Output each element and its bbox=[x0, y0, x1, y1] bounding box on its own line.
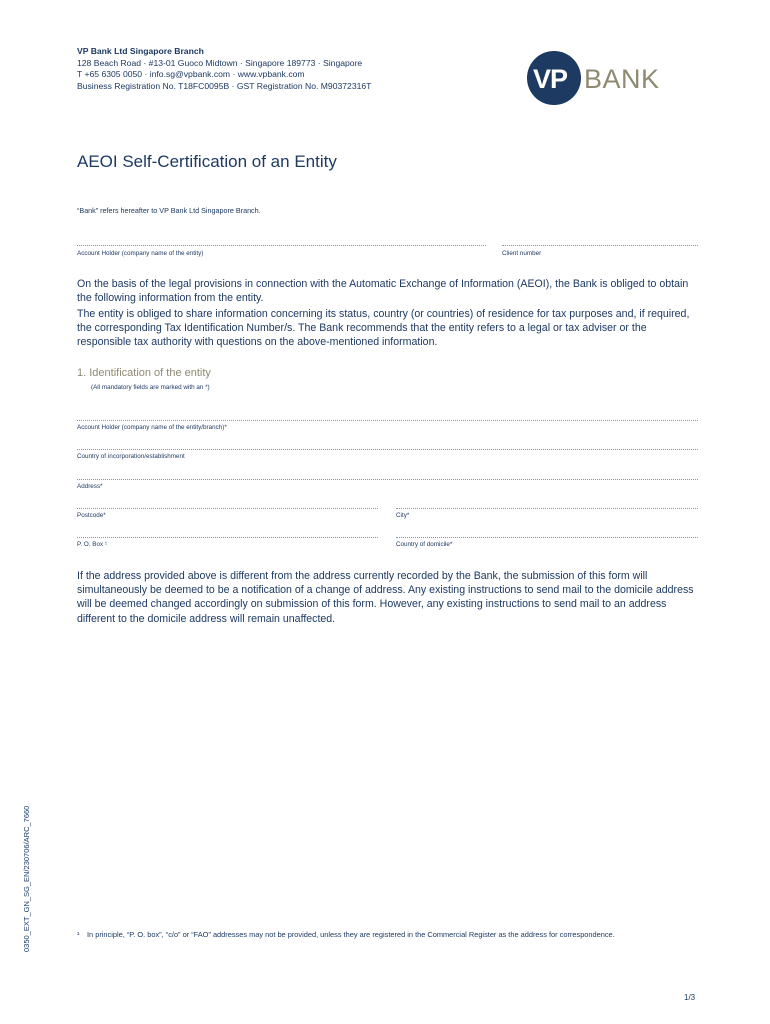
intro-paragraph-1: On the basis of the legal provisions in connection with the Automatic Exchange of Information (AEOI), the Bank is obliged to obtain the following information from the entity. bbox=[77, 278, 689, 305]
bank-definition-note: “Bank” refers hereafter to VP Bank Ltd Singapore Branch. bbox=[77, 206, 261, 215]
postcode-label: Postcode* bbox=[77, 512, 106, 519]
bank-header bbox=[77, 46, 371, 92]
vp-bank-logo bbox=[527, 51, 699, 105]
page-title: AEOI Self-Certification of an Entity bbox=[77, 152, 337, 171]
address-label: Address* bbox=[77, 483, 103, 490]
entity-account-holder-label: Account Holder (company name of the entity/branch)* bbox=[77, 424, 227, 431]
section-1-title: 1. Identification of the entity bbox=[77, 367, 211, 379]
company-registration: Business Registration No. T18FC0095B · GST Registration No. M90372316T bbox=[77, 80, 372, 91]
address-line[interactable] bbox=[77, 479, 698, 480]
company-contact: T +65 6305 0050 · info.sg@vpbank.com · www.vpbank.com bbox=[77, 69, 305, 79]
country-domicile-line[interactable] bbox=[396, 537, 698, 538]
country-incorporation-label: Country of incorporation/establishment bbox=[77, 453, 185, 460]
postcode-line[interactable] bbox=[77, 508, 378, 509]
country-domicile-label: Country of domicile* bbox=[396, 541, 453, 548]
footnote bbox=[77, 930, 699, 941]
company-address: 128 Beach Road · #13-01 Guoco Midtown · Singapore 189773 · Singapore bbox=[77, 57, 363, 68]
form-code-vertical: 0350_EXT_GN_SG_EN/230706/ARC_7660 bbox=[22, 805, 31, 952]
city-line[interactable] bbox=[396, 508, 698, 509]
account-holder-line[interactable] bbox=[77, 245, 486, 246]
country-incorporation-line[interactable] bbox=[77, 449, 698, 450]
po-box-line[interactable] bbox=[77, 537, 378, 538]
city-label: City* bbox=[396, 512, 410, 519]
address-change-notice: If the address provided above is different from the address currently recorded by the Bank, the submission of this form will simultaneously be deemed to be a notification of a change of address. Any existing instructions to send mail to the domicile address will be deemed changed accordingly on submission of this form. However, any existing instructions to send mail to an address different to the domicile address will remain unaffected. bbox=[77, 570, 694, 625]
intro-paragraph-2: The entity is obliged to share information concerning its status, country (or countries) of residence for tax purposes and, if required, the corresponding Tax Identification Number/s. The Bank recommends that the entity refers to a legal or tax adviser or the responsible tax authority with questions on the above-mentioned information. bbox=[77, 308, 690, 349]
po-box-label: P. O. Box ¹ bbox=[77, 541, 107, 548]
entity-account-holder-line[interactable] bbox=[77, 420, 698, 421]
footnote-text: In principle, “P. O. box”, “c/o” or “FAO” addresses may not be provided, unless they are registered in the Commercial Register as the address for correspondence. bbox=[87, 930, 615, 939]
mandatory-fields-note: (All mandatory fields are marked with an *) bbox=[91, 384, 210, 391]
client-number-line[interactable] bbox=[502, 245, 698, 246]
account-holder-label: Account Holder (company name of the entity) bbox=[77, 250, 204, 257]
logo-bank-text: BANK bbox=[584, 64, 660, 94]
footnote-marker: ¹ bbox=[77, 930, 80, 939]
client-number-label: Client number bbox=[502, 250, 542, 257]
company-name: VP Bank Ltd Singapore Branch bbox=[77, 46, 204, 56]
page-number: 1/3 bbox=[684, 993, 696, 1002]
logo-vp-text: VP bbox=[533, 64, 568, 94]
